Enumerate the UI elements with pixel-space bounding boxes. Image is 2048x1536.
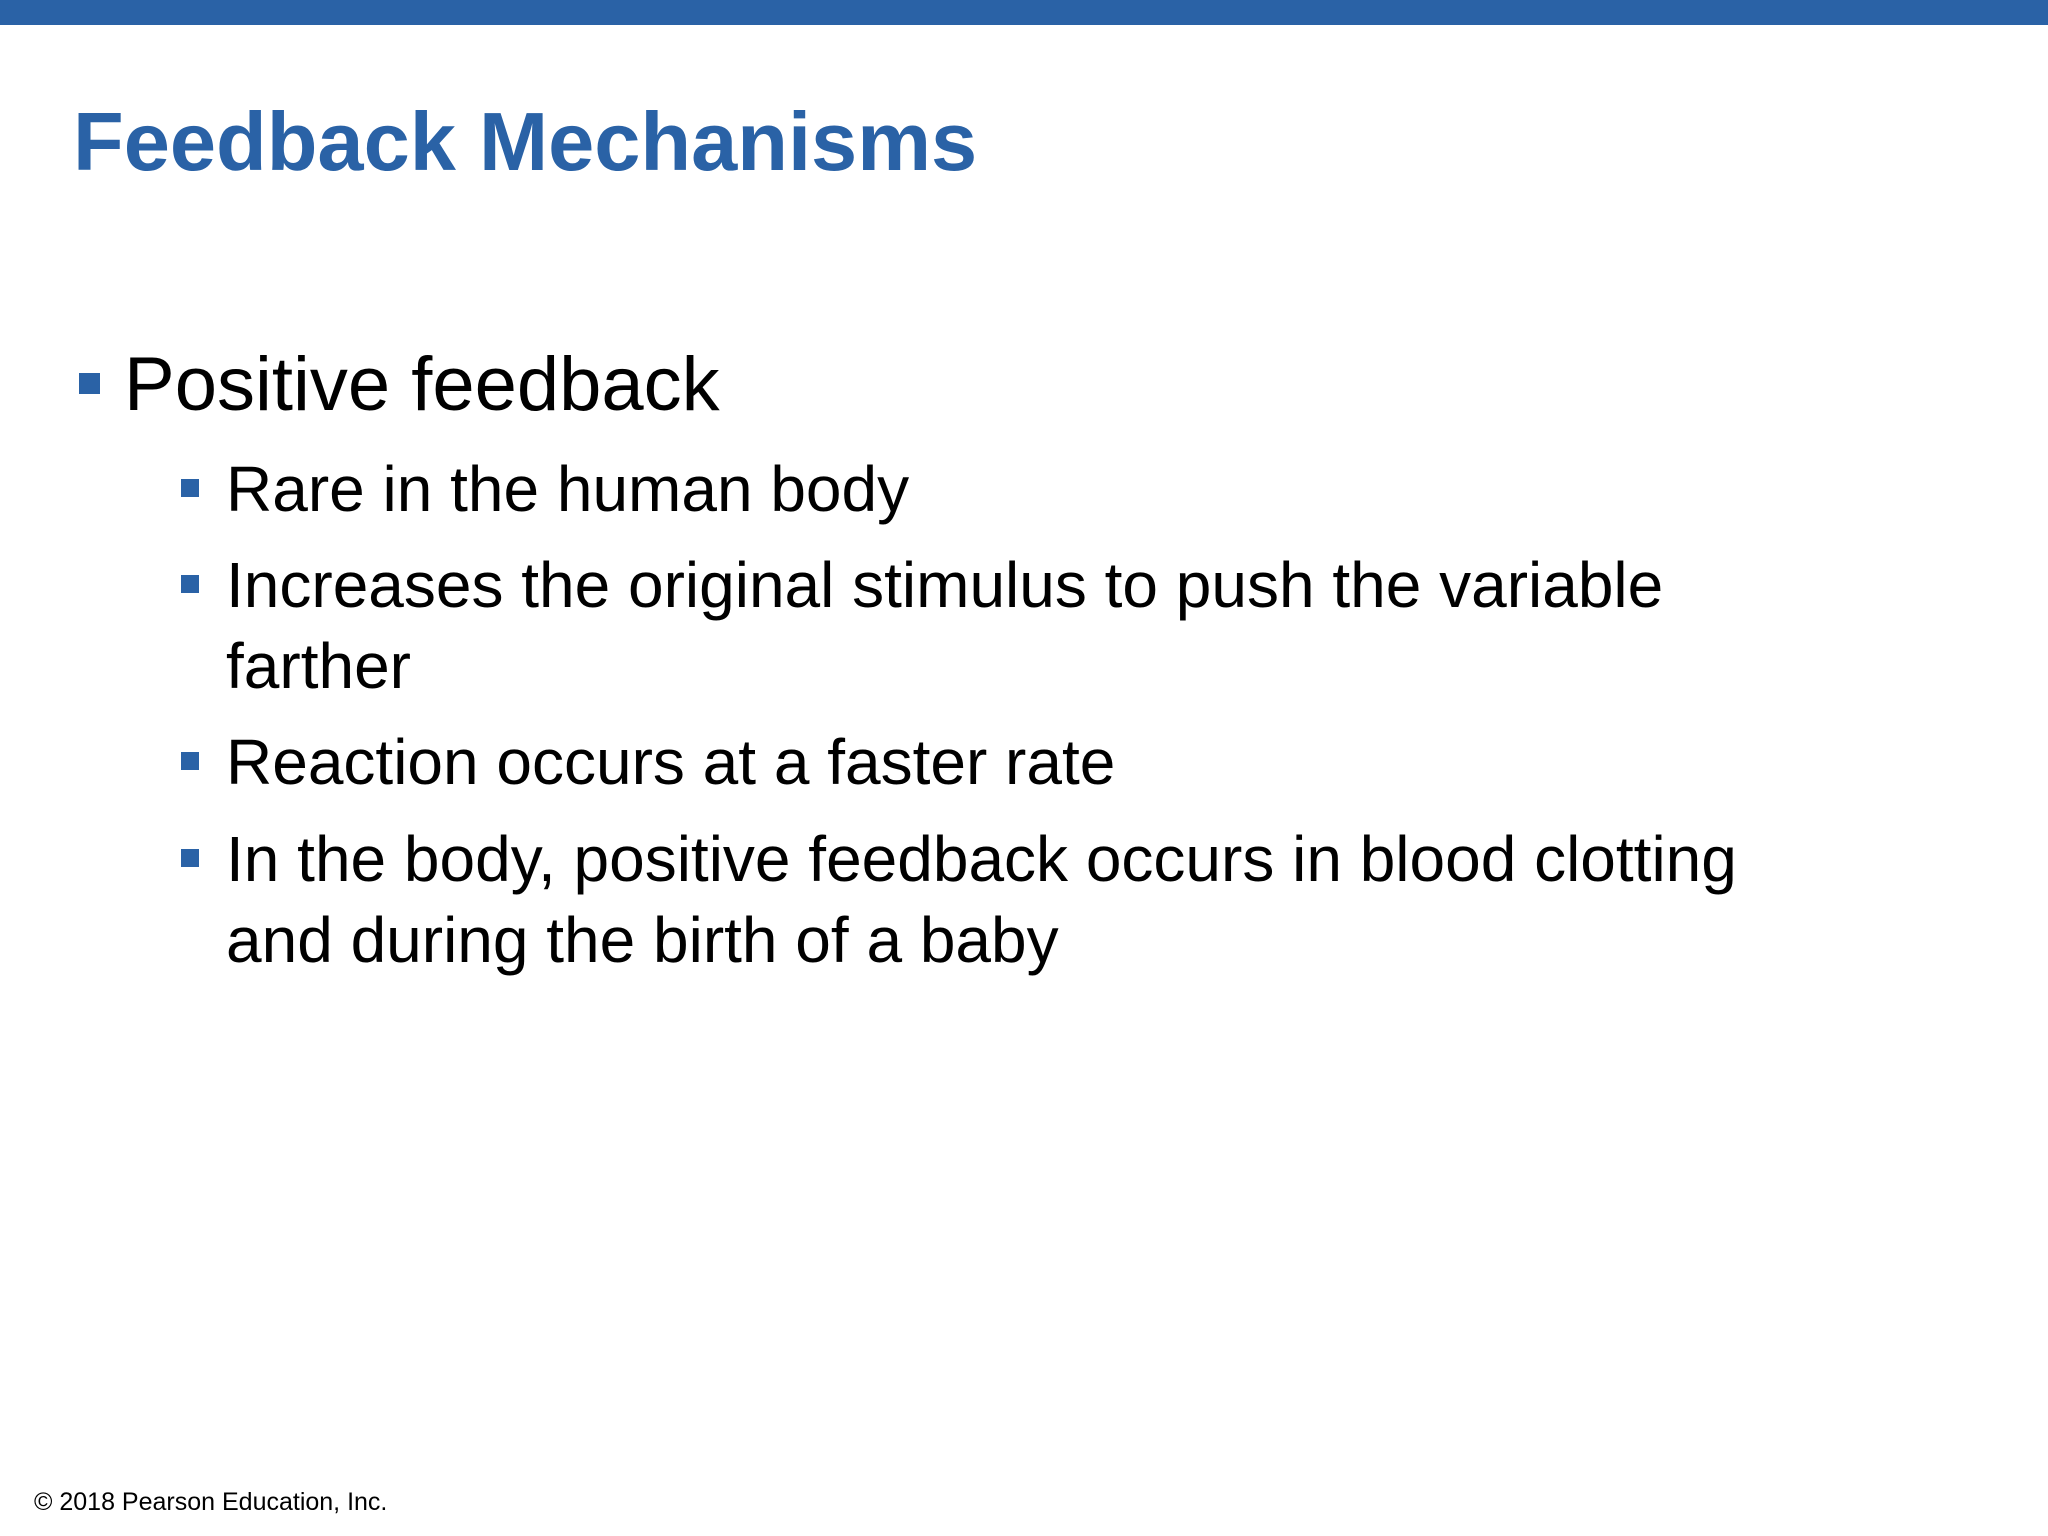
bullet-text: Positive feedback — [124, 342, 720, 427]
square-bullet-icon — [181, 575, 199, 593]
square-bullet-icon — [181, 479, 199, 497]
sub-bullet-text: Reaction occurs at a faster rate — [226, 726, 1116, 798]
sub-bullet-text-line-1: Increases the original stimulus to push the variable — [226, 549, 1664, 621]
square-bullet-icon — [79, 373, 100, 394]
sub-bullet-text-line-2: and during the birth of a baby — [226, 904, 1059, 976]
sub-bullet-text-line-2: farther — [226, 630, 411, 702]
sub-bullet-text-line-1: In the body, positive feedback occurs in blood clotting — [226, 823, 1737, 895]
copyright-footer: © 2018 Pearson Education, Inc. — [34, 1488, 388, 1516]
square-bullet-icon — [181, 752, 199, 770]
square-bullet-icon — [181, 849, 199, 867]
sub-bullet-text: Rare in the human body — [226, 453, 910, 525]
slide-title: Feedback Mechanisms — [73, 95, 978, 188]
